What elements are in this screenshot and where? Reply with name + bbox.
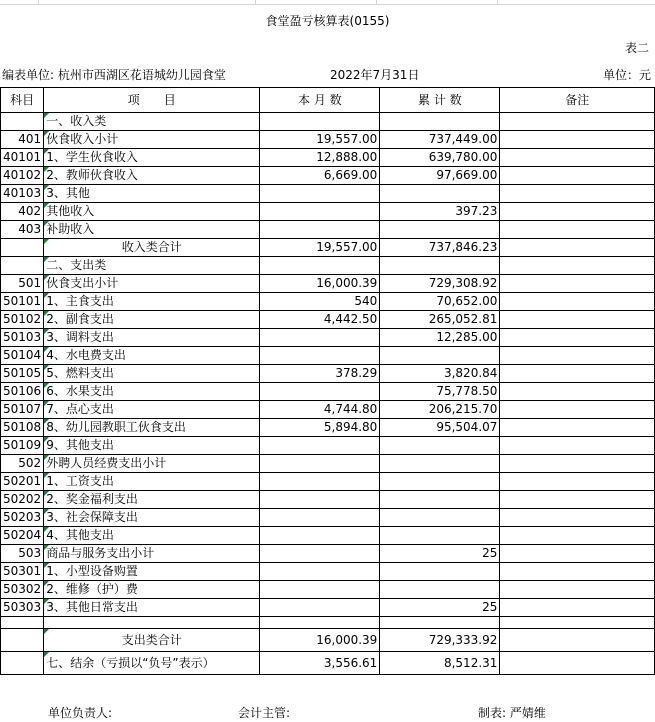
cell-month bbox=[260, 581, 380, 599]
cell-note bbox=[500, 455, 655, 473]
cell-note bbox=[500, 167, 655, 185]
header-month: 本 月 数 bbox=[260, 88, 380, 113]
cell-month bbox=[260, 617, 380, 629]
cell-item: 伙食收入小计 bbox=[44, 131, 260, 149]
cell-item: 2、副食支出 bbox=[44, 311, 260, 329]
cell-item: 3、社会保障支出 bbox=[44, 509, 260, 527]
cell-item: 3、其他 bbox=[44, 185, 260, 203]
cell-note bbox=[500, 473, 655, 491]
cell-cumulative bbox=[380, 437, 500, 455]
table-row bbox=[1, 527, 655, 545]
cell-cumulative: 70,652.00 bbox=[380, 293, 500, 311]
cell-code: 50105 bbox=[1, 365, 44, 383]
ledger-table bbox=[0, 87, 655, 675]
cell-note bbox=[500, 509, 655, 527]
table-row bbox=[1, 419, 655, 437]
header-item: 项 目 bbox=[44, 88, 260, 113]
cell-cumulative bbox=[380, 113, 500, 131]
cell-code: 403 bbox=[1, 221, 44, 239]
cell-month bbox=[260, 437, 380, 455]
cell-month bbox=[260, 491, 380, 509]
cell-code: 50203 bbox=[1, 509, 44, 527]
cell-month: 4,744.80 bbox=[260, 401, 380, 419]
cell-month bbox=[260, 203, 380, 221]
cell-code: 40103 bbox=[1, 185, 44, 203]
cell-note bbox=[500, 113, 655, 131]
cell-note bbox=[500, 347, 655, 365]
cell-code bbox=[1, 652, 44, 675]
table-row bbox=[1, 347, 655, 365]
header-cumulative: 累 计 数 bbox=[380, 88, 500, 113]
cell-month: 540 bbox=[260, 293, 380, 311]
table-row bbox=[1, 401, 655, 419]
table-row bbox=[1, 491, 655, 509]
cell-code bbox=[1, 257, 44, 275]
cell-cumulative bbox=[380, 347, 500, 365]
cell-code bbox=[1, 617, 44, 629]
cell-note bbox=[500, 311, 655, 329]
cell-month: 378.29 bbox=[260, 365, 380, 383]
header-row bbox=[1, 88, 655, 113]
signature-footer bbox=[0, 704, 655, 720]
cell-month bbox=[260, 329, 380, 347]
table-row bbox=[1, 329, 655, 347]
cell-month bbox=[260, 383, 380, 401]
table-row bbox=[1, 563, 655, 581]
preparer-label: 制表: 严婧维 bbox=[478, 706, 546, 720]
cell-note bbox=[500, 257, 655, 275]
report-date: 2022年7月31日 bbox=[330, 68, 420, 82]
cell-month bbox=[260, 185, 380, 203]
cell-cumulative: 12,285.00 bbox=[380, 329, 500, 347]
reporting-unit: 编表单位: 杭州市西湖区花语城幼儿园食堂 bbox=[2, 68, 226, 82]
cell-cumulative bbox=[380, 527, 500, 545]
cell-cumulative: 397.23 bbox=[380, 203, 500, 221]
cell-code: 40102 bbox=[1, 167, 44, 185]
cell-cumulative: 639,780.00 bbox=[380, 149, 500, 167]
table-row bbox=[1, 652, 655, 675]
cell-cumulative bbox=[380, 473, 500, 491]
cell-item: 9、其他支出 bbox=[44, 437, 260, 455]
cell-item: 二、支出类 bbox=[44, 257, 260, 275]
cell-cumulative: 75,778.50 bbox=[380, 383, 500, 401]
cell-month: 6,669.00 bbox=[260, 167, 380, 185]
cell-code: 50302 bbox=[1, 581, 44, 599]
unit-head-label: 单位负责人: bbox=[48, 706, 113, 720]
cell-month bbox=[260, 113, 380, 131]
cell-month bbox=[260, 221, 380, 239]
table-row bbox=[1, 473, 655, 491]
cell-month bbox=[260, 509, 380, 527]
table-row bbox=[1, 185, 655, 203]
cell-item: 7、点心支出 bbox=[44, 401, 260, 419]
cell-item: 4、其他支出 bbox=[44, 527, 260, 545]
cell-month bbox=[260, 455, 380, 473]
cell-item: 商品与服务支出小计 bbox=[44, 545, 260, 563]
cell-month: 3,556.61 bbox=[260, 652, 380, 675]
cell-item: 4、水电费支出 bbox=[44, 347, 260, 365]
cell-month bbox=[260, 599, 380, 617]
cell-month: 4,442.50 bbox=[260, 311, 380, 329]
table-row bbox=[1, 311, 655, 329]
table-row bbox=[1, 617, 655, 629]
cell-code: 402 bbox=[1, 203, 44, 221]
cell-item: 外聘人员经费支出小计 bbox=[44, 455, 260, 473]
cell-month bbox=[260, 473, 380, 491]
cell-item: 1、工资支出 bbox=[44, 473, 260, 491]
table-row bbox=[1, 167, 655, 185]
cell-month: 19,557.00 bbox=[260, 239, 380, 257]
cell-cumulative: 737,846.23 bbox=[380, 239, 500, 257]
cell-month bbox=[260, 257, 380, 275]
cell-code: 50204 bbox=[1, 527, 44, 545]
cell-item: 2、教师伙食收入 bbox=[44, 167, 260, 185]
cell-cumulative bbox=[380, 491, 500, 509]
cell-note bbox=[500, 131, 655, 149]
table-row bbox=[1, 365, 655, 383]
accountant-label: 会计主管: bbox=[238, 706, 291, 720]
cell-note bbox=[500, 437, 655, 455]
header-code: 科目 bbox=[1, 88, 44, 113]
table-row bbox=[1, 113, 655, 131]
cell-code: 50303 bbox=[1, 599, 44, 617]
table-row bbox=[1, 203, 655, 221]
cell-cumulative bbox=[380, 185, 500, 203]
cell-note bbox=[500, 652, 655, 675]
cell-month bbox=[260, 563, 380, 581]
report-info-line bbox=[0, 66, 655, 82]
cell-item bbox=[44, 617, 260, 629]
cell-code bbox=[1, 629, 44, 652]
table-row bbox=[1, 599, 655, 617]
cell-cumulative: 25 bbox=[380, 545, 500, 563]
table-row bbox=[1, 629, 655, 652]
cell-item: 3、调料支出 bbox=[44, 329, 260, 347]
cell-note bbox=[500, 527, 655, 545]
cell-item: 8、幼儿园教职工伙食支出 bbox=[44, 419, 260, 437]
cell-cumulative: 8,512.31 bbox=[380, 652, 500, 675]
cell-cumulative: 3,820.84 bbox=[380, 365, 500, 383]
cell-note bbox=[500, 617, 655, 629]
cell-code: 50108 bbox=[1, 419, 44, 437]
cell-code: 50103 bbox=[1, 329, 44, 347]
cell-cumulative: 95,504.07 bbox=[380, 419, 500, 437]
cell-code: 503 bbox=[1, 545, 44, 563]
cell-item: 3、其他日常支出 bbox=[44, 599, 260, 617]
cell-month: 5,894.80 bbox=[260, 419, 380, 437]
cell-item: 补助收入 bbox=[44, 221, 260, 239]
cell-note bbox=[500, 275, 655, 293]
cell-item: 2、维修（护）费 bbox=[44, 581, 260, 599]
currency-unit: 单位：元 bbox=[602, 68, 651, 82]
cell-note bbox=[500, 383, 655, 401]
cell-month: 12,888.00 bbox=[260, 149, 380, 167]
cell-code: 50301 bbox=[1, 563, 44, 581]
cell-code: 401 bbox=[1, 131, 44, 149]
cell-item: 一、收入类 bbox=[44, 113, 260, 131]
header-note: 备注 bbox=[500, 88, 655, 113]
cell-note bbox=[500, 581, 655, 599]
cell-code: 50107 bbox=[1, 401, 44, 419]
cell-item: 伙食支出小计 bbox=[44, 275, 260, 293]
table-row bbox=[1, 581, 655, 599]
cell-cumulative: 265,052.81 bbox=[380, 311, 500, 329]
cell-item: 其他收入 bbox=[44, 203, 260, 221]
cell-cumulative bbox=[380, 455, 500, 473]
cell-month bbox=[260, 545, 380, 563]
cell-note bbox=[500, 401, 655, 419]
cell-code: 50202 bbox=[1, 491, 44, 509]
cell-note bbox=[500, 365, 655, 383]
cell-note bbox=[500, 629, 655, 652]
cell-code bbox=[1, 239, 44, 257]
cell-note bbox=[500, 419, 655, 437]
cell-item: 6、水果支出 bbox=[44, 383, 260, 401]
cell-code: 502 bbox=[1, 455, 44, 473]
cell-item: 1、小型设备购置 bbox=[44, 563, 260, 581]
table-row bbox=[1, 545, 655, 563]
cell-code: 50101 bbox=[1, 293, 44, 311]
table-row bbox=[1, 383, 655, 401]
cell-item: 1、学生伙食收入 bbox=[44, 149, 260, 167]
cell-note bbox=[500, 491, 655, 509]
cell-cumulative: 25 bbox=[380, 599, 500, 617]
cell-cumulative bbox=[380, 617, 500, 629]
table-row bbox=[1, 131, 655, 149]
cell-code: 50106 bbox=[1, 383, 44, 401]
table-row bbox=[1, 455, 655, 473]
cell-code: 50201 bbox=[1, 473, 44, 491]
cell-item: 1、主食支出 bbox=[44, 293, 260, 311]
cell-note bbox=[500, 149, 655, 167]
cell-cumulative: 206,215.70 bbox=[380, 401, 500, 419]
cell-item: 七、结余（亏损以“负号”表示） bbox=[44, 652, 260, 675]
cell-note bbox=[500, 293, 655, 311]
cell-code bbox=[1, 113, 44, 131]
cell-code: 50102 bbox=[1, 311, 44, 329]
table-number: 表二 bbox=[624, 41, 649, 55]
spreadsheet-grid-strip bbox=[0, 0, 655, 5]
cell-cumulative bbox=[380, 509, 500, 527]
cell-note bbox=[500, 203, 655, 221]
cell-month: 16,000.39 bbox=[260, 629, 380, 652]
cell-code: 50104 bbox=[1, 347, 44, 365]
table-row bbox=[1, 257, 655, 275]
cell-note bbox=[500, 599, 655, 617]
cell-cumulative bbox=[380, 581, 500, 599]
cell-note bbox=[500, 563, 655, 581]
cell-cumulative: 97,669.00 bbox=[380, 167, 500, 185]
table-row bbox=[1, 149, 655, 167]
cell-note bbox=[500, 545, 655, 563]
table-row bbox=[1, 275, 655, 293]
cell-item: 2、奖金福利支出 bbox=[44, 491, 260, 509]
cell-item: 收入类合计 bbox=[44, 239, 260, 257]
table-row bbox=[1, 239, 655, 257]
cell-item: 支出类合计 bbox=[44, 629, 260, 652]
cell-code: 501 bbox=[1, 275, 44, 293]
cell-month: 16,000.39 bbox=[260, 275, 380, 293]
cell-month bbox=[260, 527, 380, 545]
cell-month bbox=[260, 347, 380, 365]
cell-item: 5、燃料支出 bbox=[44, 365, 260, 383]
report-title: 食堂盈亏核算表(0155) bbox=[265, 14, 390, 28]
cell-cumulative bbox=[380, 221, 500, 239]
table-row bbox=[1, 221, 655, 239]
cell-cumulative bbox=[380, 257, 500, 275]
cell-cumulative: 729,333.92 bbox=[380, 629, 500, 652]
cell-note bbox=[500, 239, 655, 257]
cell-month: 19,557.00 bbox=[260, 131, 380, 149]
cell-cumulative bbox=[380, 563, 500, 581]
cell-cumulative: 737,449.00 bbox=[380, 131, 500, 149]
table-row bbox=[1, 509, 655, 527]
cell-code: 40101 bbox=[1, 149, 44, 167]
cell-note bbox=[500, 221, 655, 239]
cell-note bbox=[500, 329, 655, 347]
cell-note bbox=[500, 185, 655, 203]
table-row bbox=[1, 437, 655, 455]
cell-cumulative: 729,308.92 bbox=[380, 275, 500, 293]
cell-code: 50109 bbox=[1, 437, 44, 455]
table-row bbox=[1, 293, 655, 311]
